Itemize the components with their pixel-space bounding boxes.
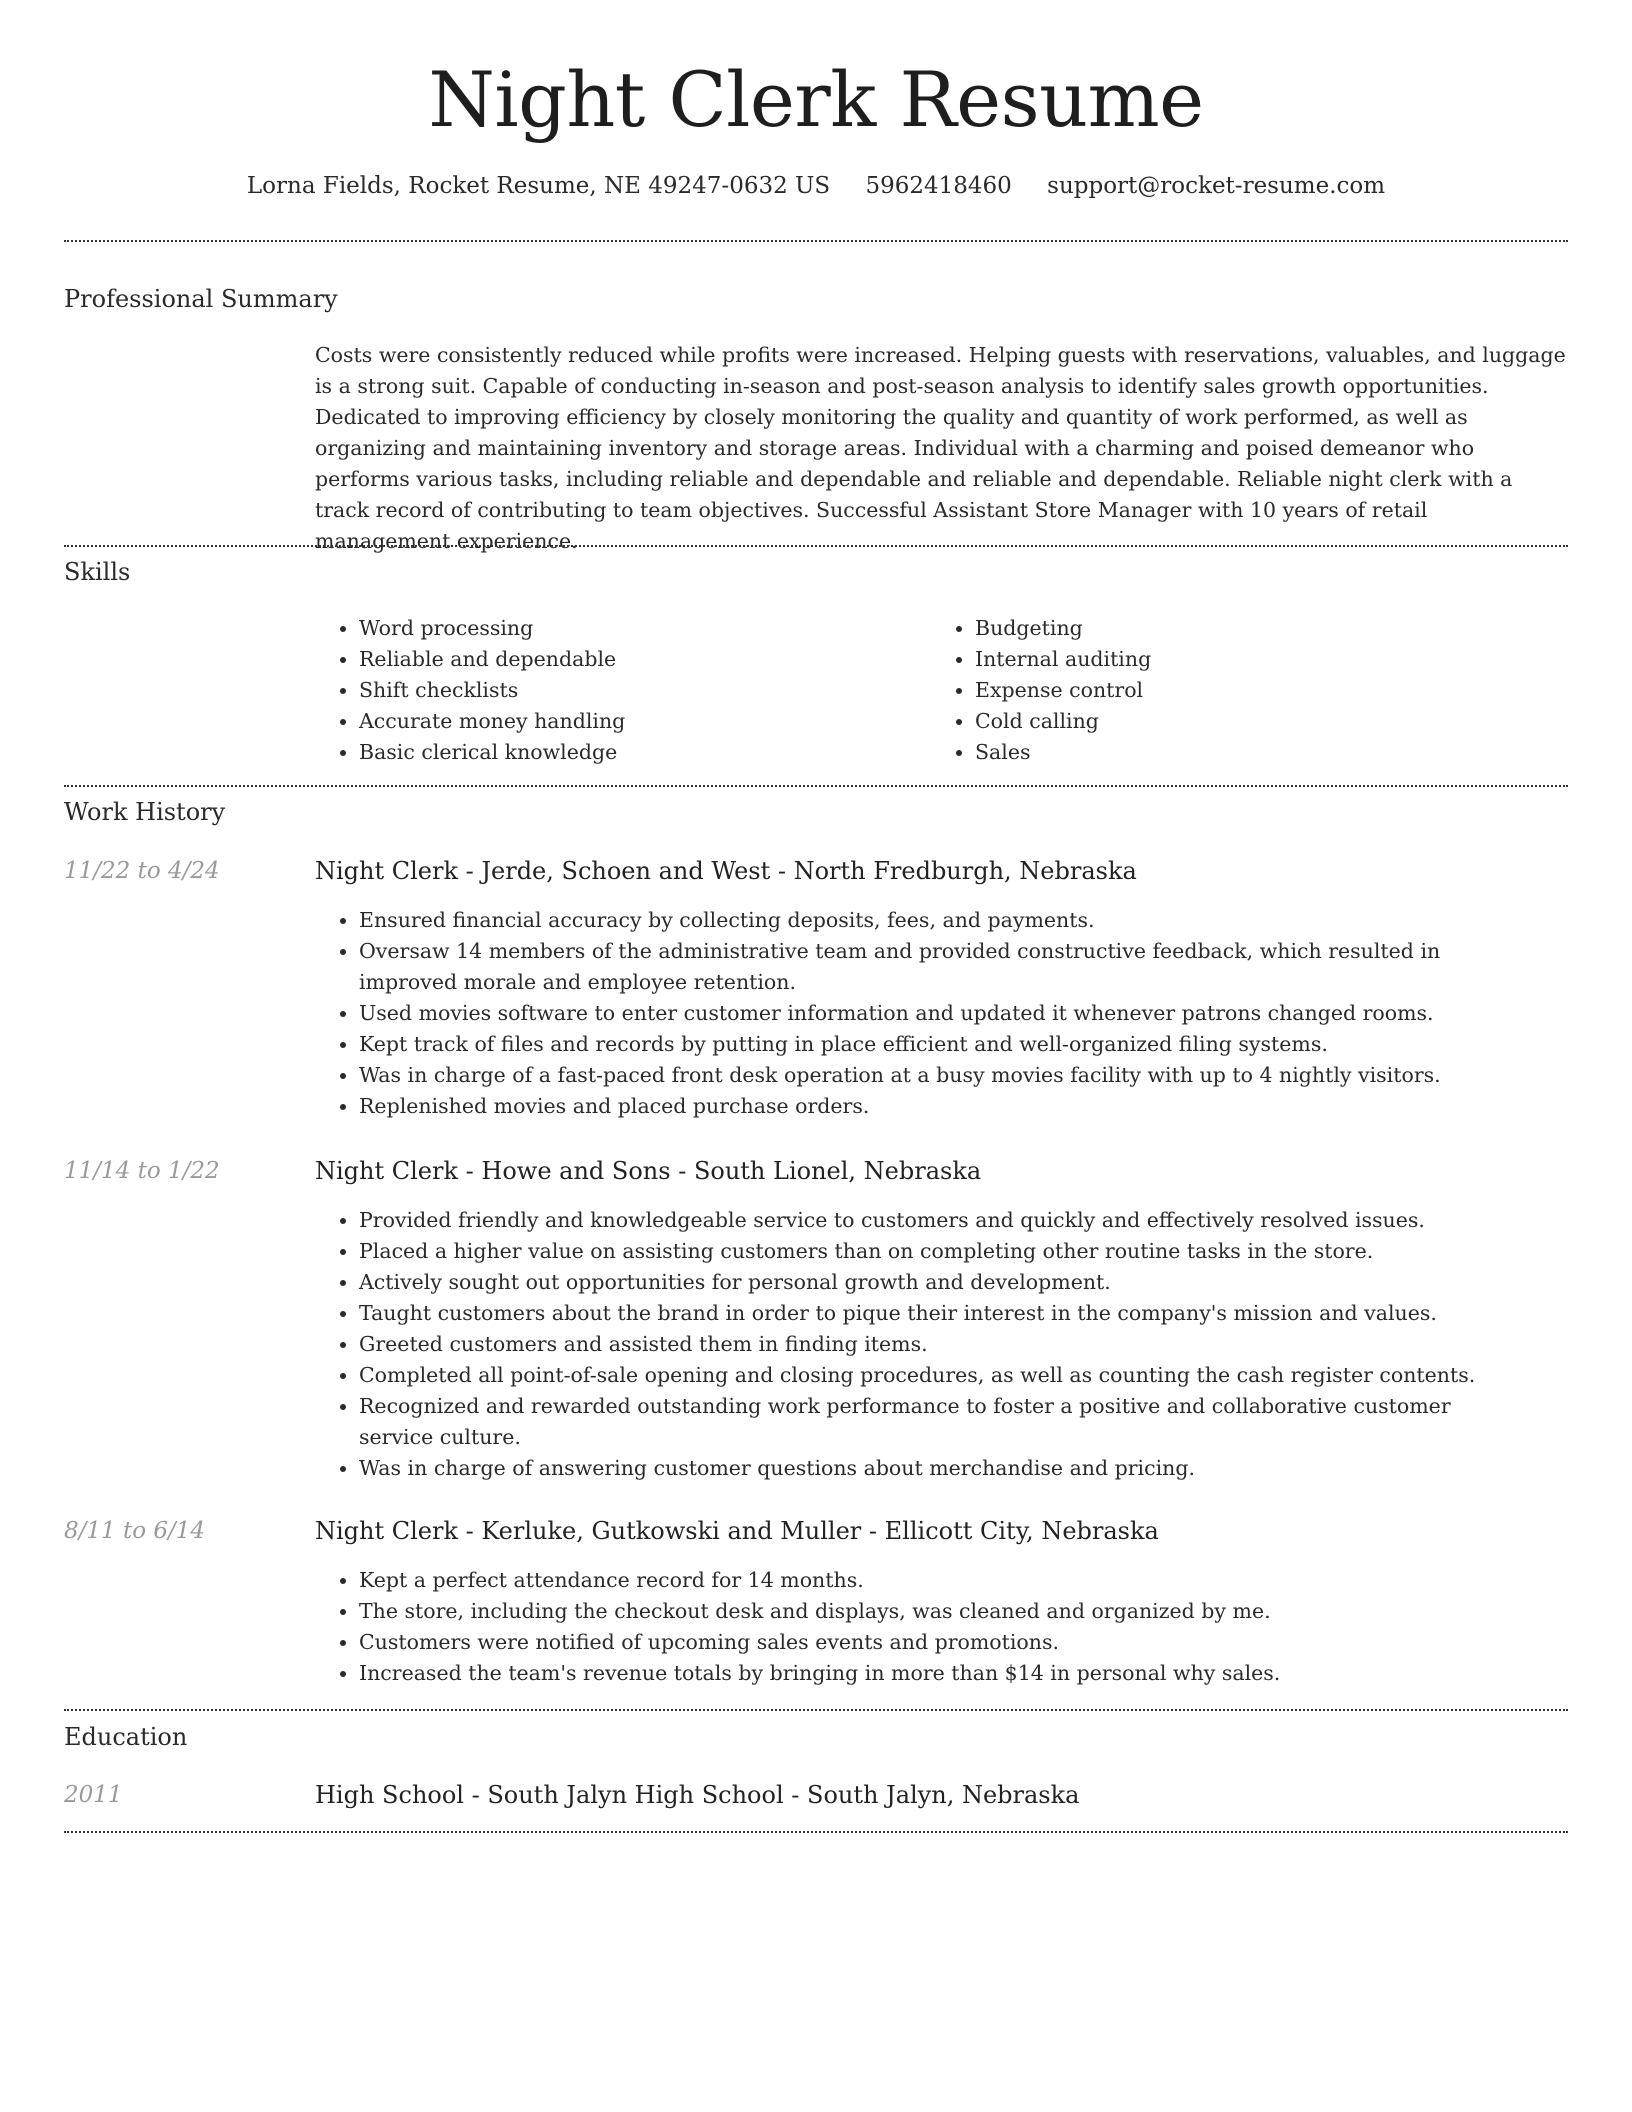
job-bullet: • Kept a perfect attendance record for 14 months. [359, 1565, 1568, 1596]
skills-columns [315, 613, 1568, 768]
skill-item: • Cold calling [975, 706, 1547, 737]
job-bullet: • Recognized and rewarded outstanding work performance to foster a positive and collaborative customer service culture. [359, 1391, 1568, 1453]
job-bullet: • Actively sought out opportunities for personal growth and development. [359, 1267, 1568, 1298]
skill-item: • Word processing [359, 613, 931, 644]
job-title: Night Clerk - Howe and Sons - South Lionel, Nebraska [315, 1157, 982, 1185]
job-bullet: • Was in charge of a fast-paced front desk operation at a busy movies facility with up to 4 nightly visitors. [359, 1060, 1568, 1091]
job-title: Night Clerk - Kerluke, Gutkowski and Muller - Ellicott City, Nebraska [315, 1517, 1159, 1545]
skill-item: • Accurate money handling [359, 706, 931, 737]
resume-page [64, 0, 1568, 1809]
skill-item: • Budgeting [975, 613, 1547, 644]
divider-header [64, 240, 1568, 242]
contact-address: Lorna Fields, Rocket Resume, NE 49247-0632 US [246, 173, 831, 199]
divider-skills [64, 785, 1568, 787]
job-bullets [315, 905, 1568, 1122]
job-bullet: • Replenished movies and placed purchase orders. [359, 1091, 1568, 1122]
resume-title: Night Clerk Resume [428, 55, 1204, 144]
education-title: High School - South Jalyn High School - South Jalyn, Nebraska [315, 1781, 1080, 1809]
job-bullet: • Kept track of files and records by putting in place efficient and well-organized filing systems. [359, 1029, 1568, 1060]
skill-item: • Internal auditing [975, 644, 1547, 675]
divider-work [64, 1709, 1568, 1711]
job-bullet: • Taught customers about the brand in order to pique their interest in the company's mission and values. [359, 1298, 1568, 1329]
education-year: 2011 [64, 1782, 123, 1808]
skill-item: • Sales [975, 737, 1547, 768]
skills-list-right [931, 613, 1547, 768]
contact-phone: 5962418460 [865, 173, 1012, 199]
job-bullet: • Greeted customers and assisted them in finding items. [359, 1329, 1568, 1360]
skill-item: • Expense control [975, 675, 1547, 706]
job-bullet: • Customers were notified of upcoming sales events and promotions. [359, 1627, 1568, 1658]
skill-item: • Basic clerical knowledge [359, 737, 931, 768]
job-bullet: • Was in charge of answering customer questions about merchandise and pricing. [359, 1453, 1568, 1484]
contact-line [64, 170, 1568, 202]
divider-summary [64, 545, 1568, 547]
job-bullet: • Ensured financial accuracy by collecting deposits, fees, and payments. [359, 905, 1568, 936]
job-bullet: • Provided friendly and knowledgeable service to customers and quickly and effectively resolved issues. [359, 1205, 1568, 1236]
job-bullet: • Placed a higher value on assisting customers than on completing other routine tasks in the store. [359, 1236, 1568, 1267]
skills-heading: Skills [64, 558, 131, 586]
divider-education [64, 1831, 1568, 1833]
education-heading: Education [64, 1723, 188, 1751]
job-bullet: • Increased the team's revenue totals by bringing in more than $14 in personal why sales. [359, 1658, 1568, 1689]
job-bullets [315, 1565, 1568, 1689]
skills-list-left [315, 613, 931, 768]
job-bullet: • Used movies software to enter customer information and updated it whenever patrons changed rooms. [359, 998, 1568, 1029]
job-dates: 11/22 to 4/24 [64, 858, 220, 884]
summary-text: Costs were consistently reduced while profits were increased. Helping guests with reservations, valuables, and luggage is a strong suit. Capable of conducting in-season and post-season analysis to identify sales growth opportunities. Dedicated to improving efficiency by closely monitoring the quality and quantity of work performed, as well as organizing and maintaining inventory and storage areas. Individual with a charming and poised demeanor who performs various tasks, including reliable and dependable and reliable and dependable. Reliable night clerk with a track record of contributing to team objectives. Successful Assistant Store Manager with 10 years of retail management experience. [315, 343, 1566, 553]
job-bullet: • Oversaw 14 members of the administrative team and provided constructive feedback, which resulted in improved morale and employee retention. [359, 936, 1568, 998]
job-dates: 8/11 to 6/14 [64, 1518, 206, 1544]
work-heading: Work History [64, 798, 226, 826]
contact-email: support@rocket-resume.com [1047, 173, 1386, 199]
skill-item: • Reliable and dependable [359, 644, 931, 675]
skill-item: • Shift checklists [359, 675, 931, 706]
summary-heading: Professional Summary [64, 285, 338, 313]
job-bullet: • Completed all point-of-sale opening and closing procedures, as well as counting the cash register contents. [359, 1360, 1568, 1391]
job-bullets [315, 1205, 1568, 1484]
job-bullet: • The store, including the checkout desk and displays, was cleaned and organized by me. [359, 1596, 1568, 1627]
job-title: Night Clerk - Jerde, Schoen and West - North Fredburgh, Nebraska [315, 857, 1137, 885]
job-dates: 11/14 to 1/22 [64, 1158, 220, 1184]
